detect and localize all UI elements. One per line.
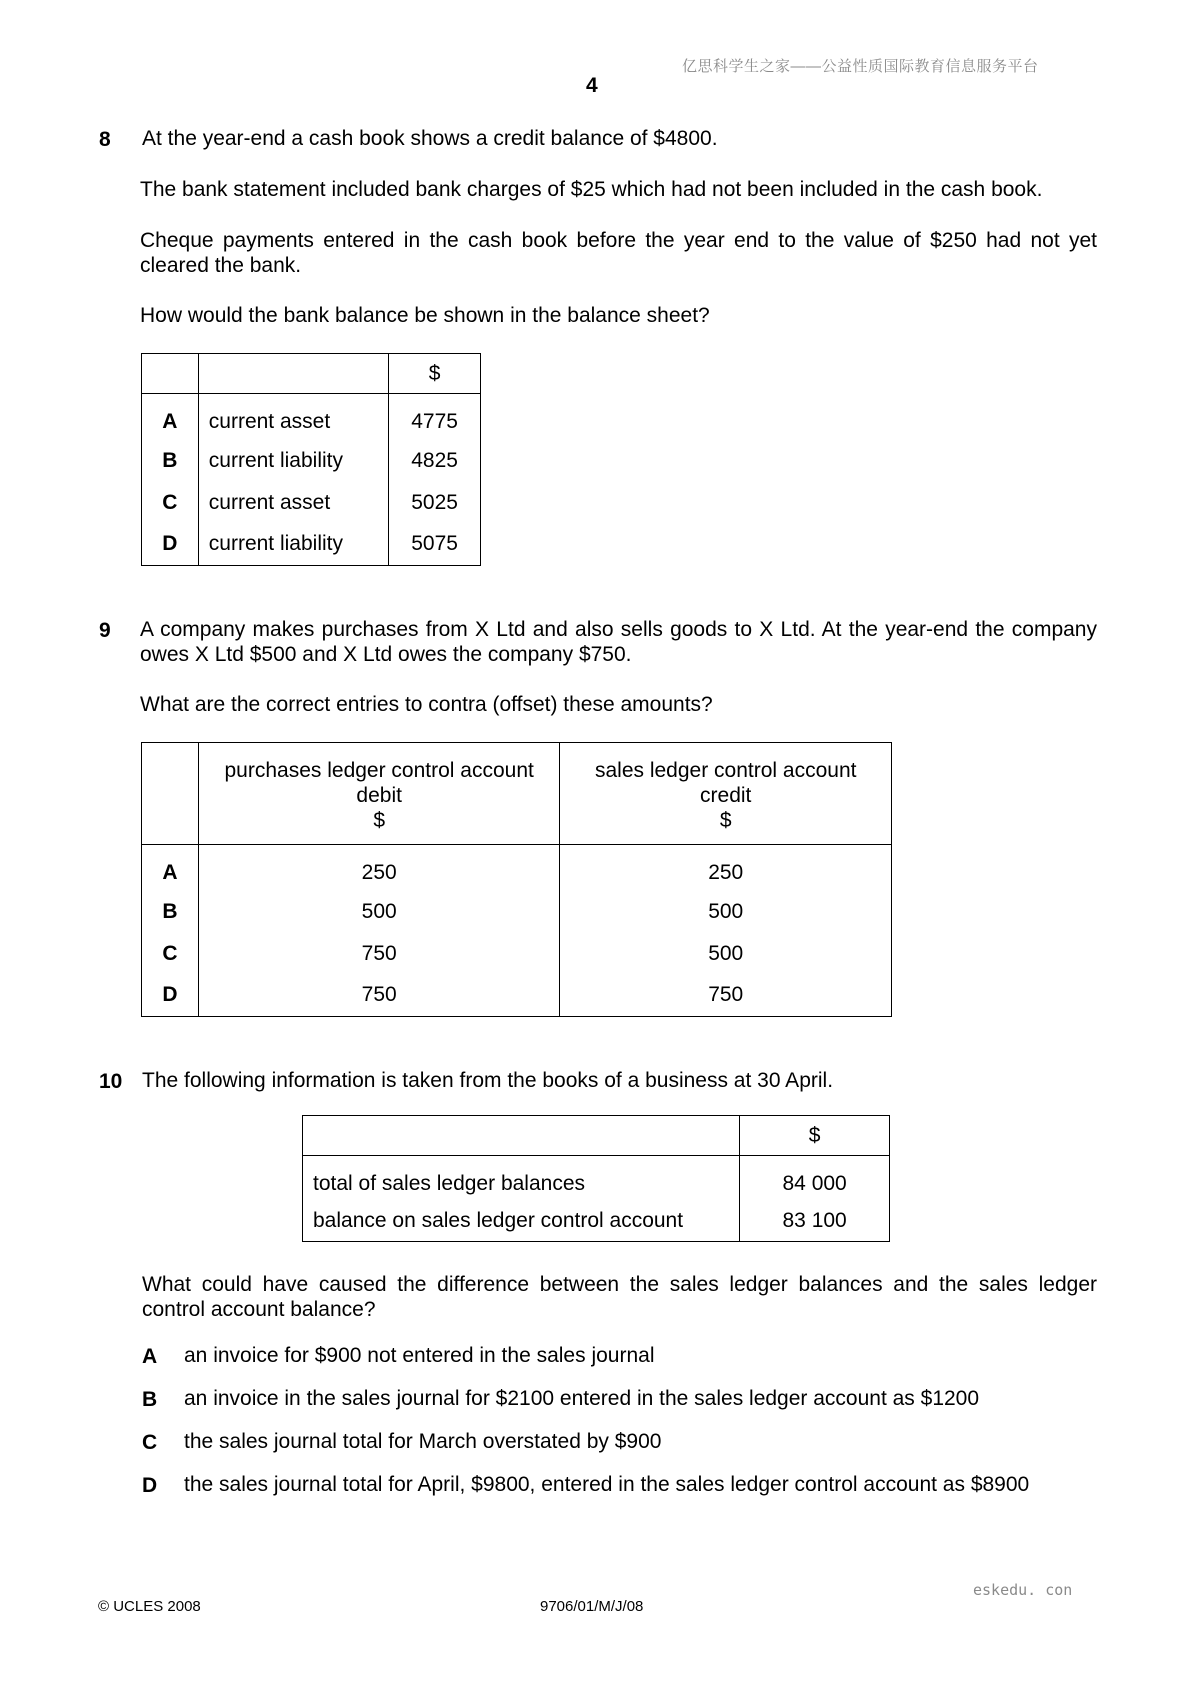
header-line: credit [700, 784, 752, 807]
option-b-letter: B [142, 1388, 158, 1411]
question-10-stem: The following information is taken from the books of a business at 30 April. [142, 1069, 834, 1092]
page-number: 4 [586, 74, 598, 97]
option-a-letter: A [142, 1345, 158, 1368]
question-8-question: How would the bank balance be shown in the balance sheet? [140, 304, 710, 327]
table-row [142, 975, 892, 1017]
option-description: current asset [198, 394, 388, 440]
info-value: 83 100 [740, 1202, 890, 1242]
option-description: current liability [198, 524, 388, 566]
question-10-number: 10 [99, 1070, 123, 1093]
table-row [142, 524, 481, 566]
question-8-options-table [141, 353, 481, 566]
site-watermark: eskedu. con [973, 1581, 1073, 1599]
option-d-letter: D [142, 1474, 158, 1497]
footer-copyright: © UCLES 2008 [98, 1598, 201, 1615]
option-description: current asset [198, 482, 388, 524]
question-8-stem: At the year-end a cash book shows a credit balance of $4800. [142, 127, 718, 150]
option-credit: 250 [560, 845, 892, 891]
table-header-cell: $ [740, 1116, 890, 1156]
option-value: 5025 [389, 482, 481, 524]
option-letter: D [142, 524, 199, 566]
table-header-cell [142, 743, 199, 845]
option-description: current liability [198, 440, 388, 482]
option-value: 5075 [389, 524, 481, 566]
table-row [142, 440, 481, 482]
table-row [303, 1202, 890, 1242]
table-header-cell: $ [389, 354, 481, 394]
option-c-letter: C [142, 1431, 158, 1454]
table-header-row [142, 743, 892, 845]
table-header-row [142, 354, 481, 394]
question-9-question: What are the correct entries to contra (offset) these amounts? [140, 693, 713, 716]
option-letter: D [142, 975, 199, 1017]
option-c-text: the sales journal total for March overstated by $900 [184, 1430, 662, 1453]
question-10-question: What could have caused the difference between the sales ledger balances and the sales ledger control account balance? [142, 1273, 1097, 1321]
table-row [303, 1156, 890, 1202]
question-9-options-table [141, 742, 892, 1017]
option-debit: 750 [198, 975, 560, 1017]
option-debit: 500 [198, 891, 560, 933]
table-header-cell [198, 354, 388, 394]
table-header-row [303, 1116, 890, 1156]
table-header-cell [303, 1116, 740, 1156]
question-8-para-2: Cheque payments entered in the cash book before the year end to the value of $250 had not yet cleared the bank. [140, 229, 1097, 277]
question-10-info-table [302, 1115, 890, 1242]
table-row [142, 845, 892, 891]
option-letter: C [142, 933, 199, 975]
table-row [142, 394, 481, 440]
table-row [142, 933, 892, 975]
option-debit: 750 [198, 933, 560, 975]
option-letter: A [142, 845, 199, 891]
option-letter: B [142, 891, 199, 933]
option-credit: 500 [560, 933, 892, 975]
header-line: purchases ledger control account [224, 759, 534, 782]
question-9-number: 9 [99, 619, 111, 642]
header-line: $ [373, 809, 386, 832]
info-description: total of sales ledger balances [303, 1156, 740, 1202]
info-description: balance on sales ledger control account [303, 1202, 740, 1242]
option-b-text: an invoice in the sales journal for $2100 entered in the sales ledger account as $1200 [184, 1387, 980, 1410]
header-line: $ [719, 809, 732, 832]
table-header-cell [142, 354, 199, 394]
question-8-number: 8 [99, 128, 111, 151]
option-credit: 500 [560, 891, 892, 933]
header-line: sales ledger control account [594, 759, 857, 782]
option-debit: 250 [198, 845, 560, 891]
table-header-cell [560, 743, 892, 845]
option-letter: C [142, 482, 199, 524]
info-value: 84 000 [740, 1156, 890, 1202]
option-letter: A [142, 394, 199, 440]
table-header-cell [198, 743, 560, 845]
watermark-text: 亿思科学生之家——公益性质国际教育信息服务平台 [682, 58, 1039, 75]
table-row [142, 891, 892, 933]
question-9-stem: A company makes purchases from X Ltd and also sells goods to X Ltd. At the year-end the company owes X Ltd $500 and X Ltd owes the company $750. [140, 618, 1097, 666]
footer-exam-code: 9706/01/M/J/08 [540, 1598, 644, 1615]
question-8-para-1: The bank statement included bank charges of $25 which had not been included in the cash book. [140, 178, 1043, 201]
option-a-text: an invoice for $900 not entered in the sales journal [184, 1344, 655, 1367]
table-row [142, 482, 481, 524]
option-value: 4775 [389, 394, 481, 440]
option-credit: 750 [560, 975, 892, 1017]
option-value: 4825 [389, 440, 481, 482]
header-line: debit [356, 784, 402, 807]
option-d-text: the sales journal total for April, $9800, entered in the sales ledger control account as $8900 [184, 1473, 1030, 1496]
option-letter: B [142, 440, 199, 482]
